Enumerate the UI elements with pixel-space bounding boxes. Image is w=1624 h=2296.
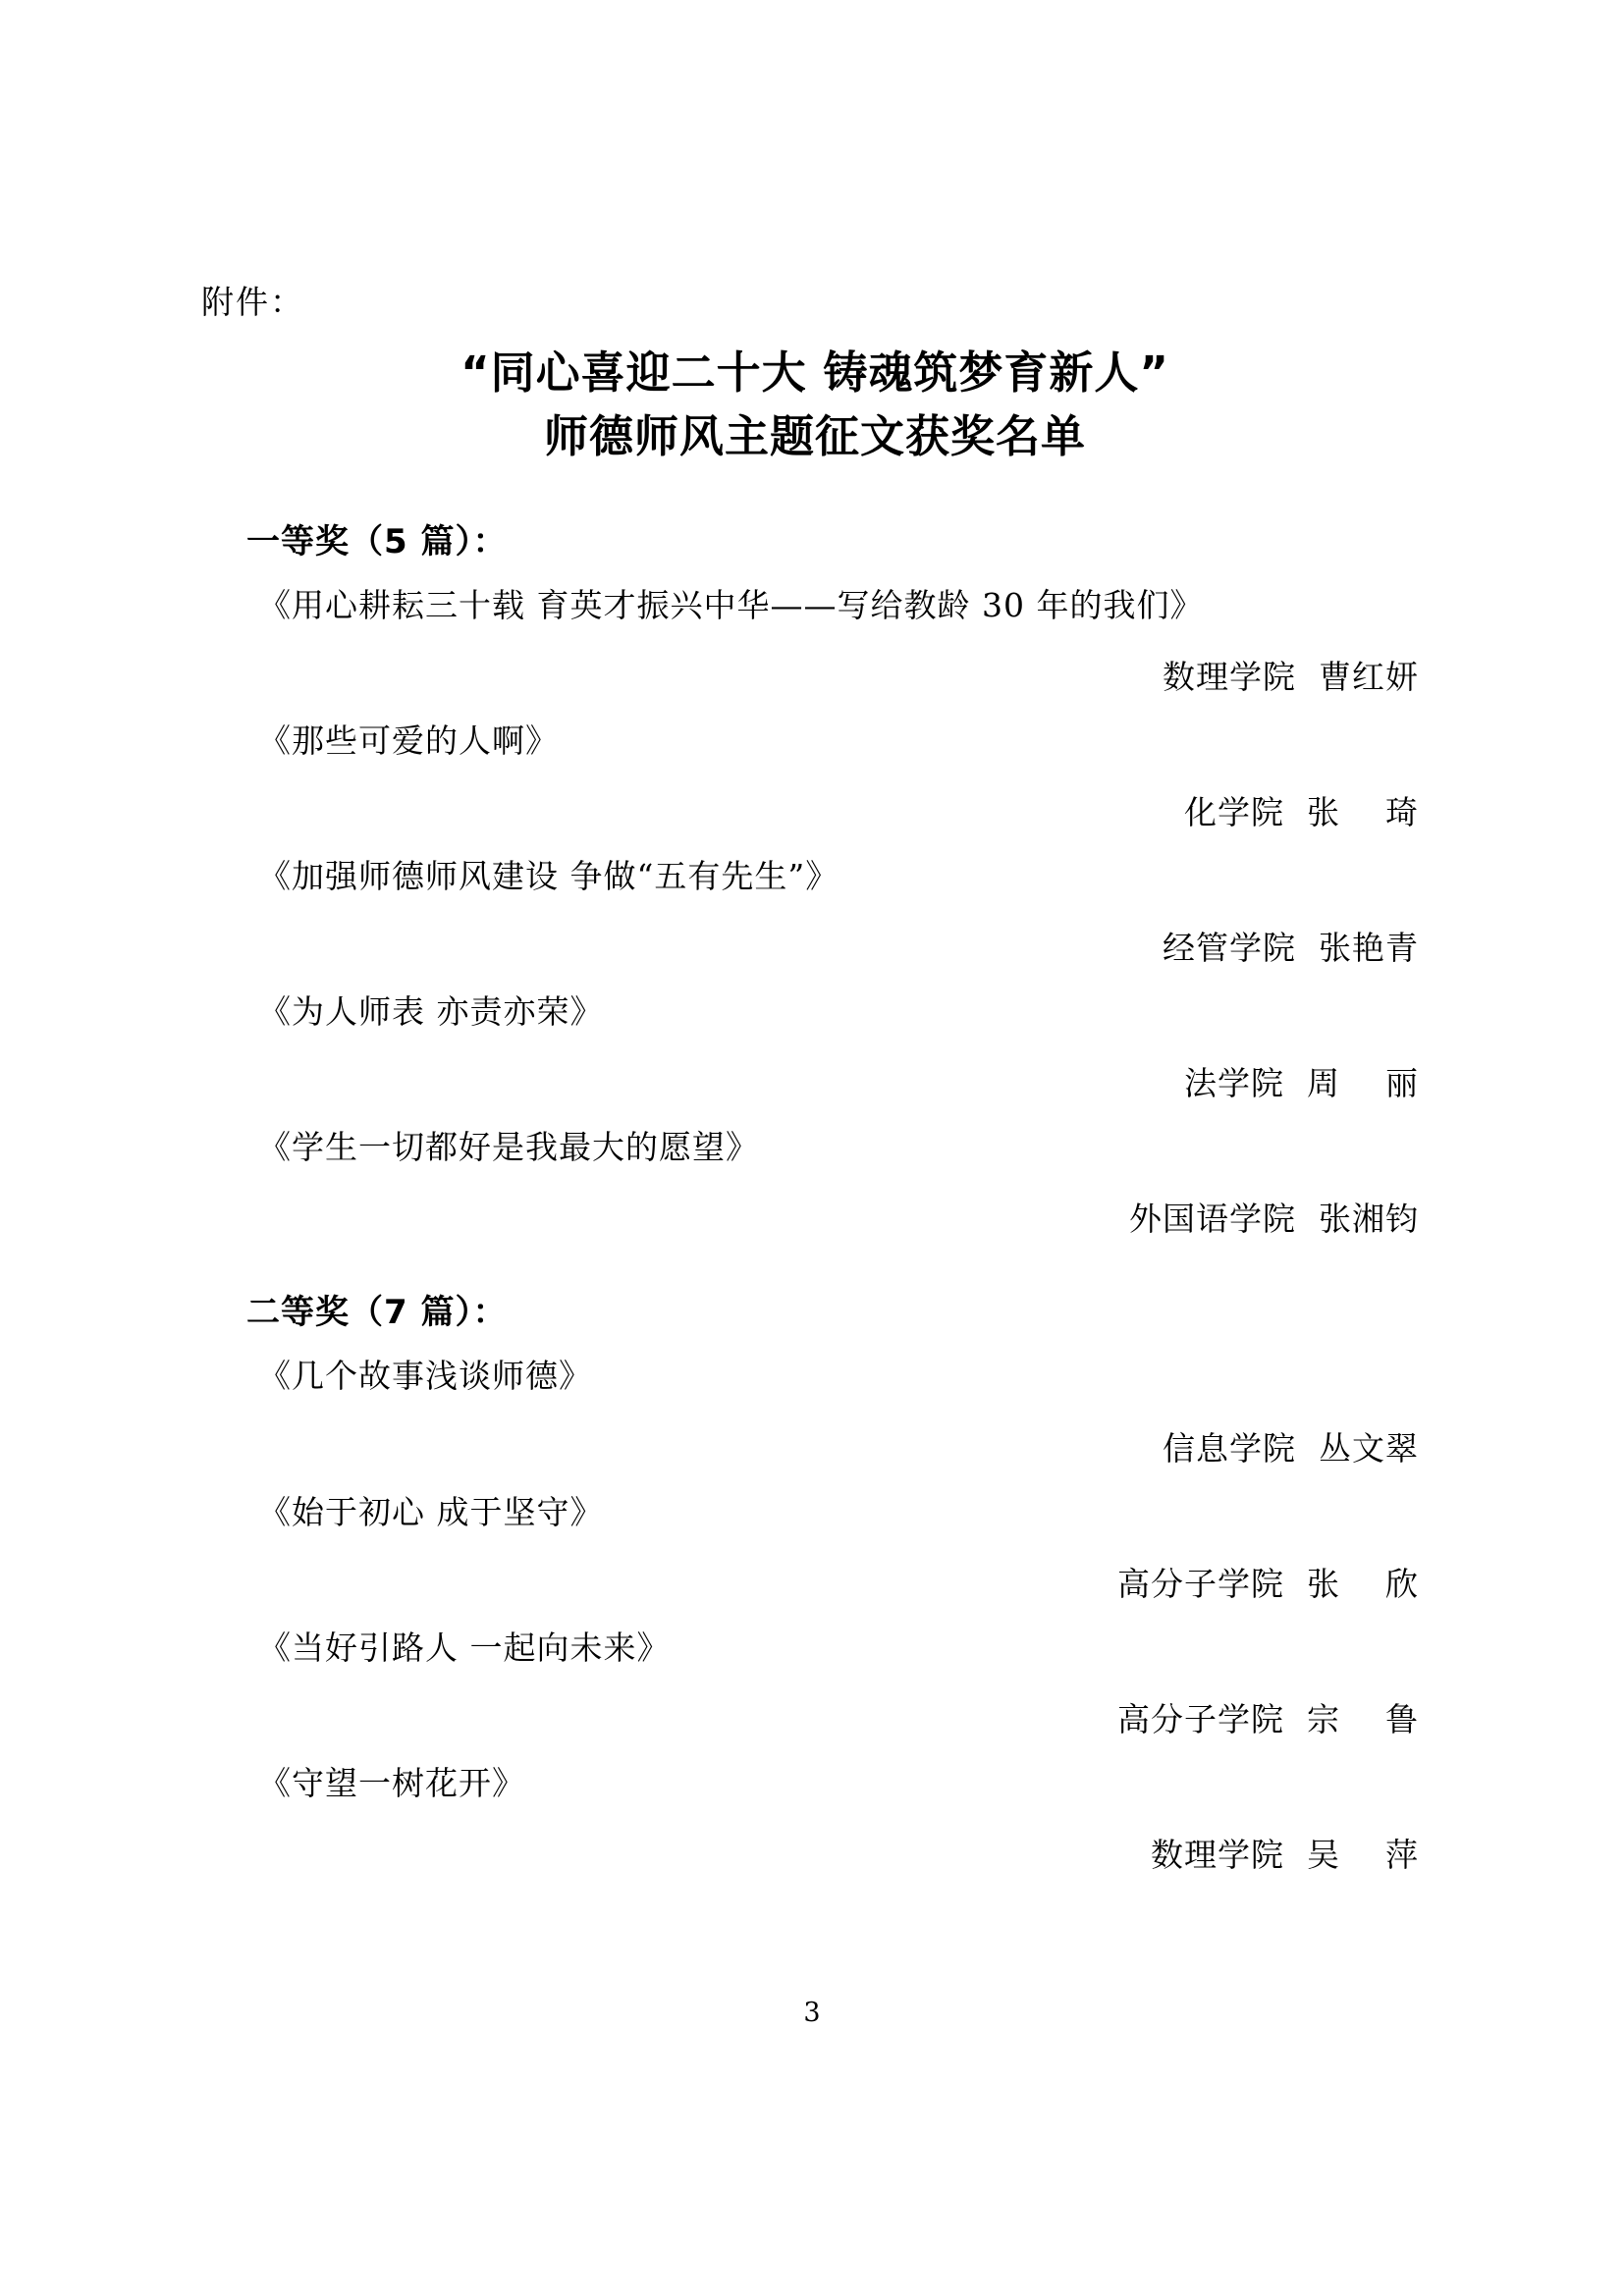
page-number: 3 [803, 1998, 821, 2028]
page-title [201, 341, 1429, 469]
award-entry [201, 1122, 1429, 1240]
award-entry-author: 外国语学院 张湘钧 [1129, 1200, 1419, 1239]
award-heading: 一等奖（5 篇）： [246, 521, 508, 561]
award-entry-author: 数理学院 吴 萍 [1151, 1835, 1419, 1874]
page-title-line-2: 师德师风主题征文获奖名单 [543, 410, 1086, 463]
award-entry [201, 716, 1429, 833]
award-entry-title: 《加强师德师风建设 争做“五有先生”》 [258, 856, 839, 895]
award-group-second-prize [201, 1285, 1429, 1876]
award-heading: 二等奖（7 篇）： [246, 1293, 508, 1333]
award-entry-author: 高分子学院 张 欣 [1117, 1564, 1419, 1603]
award-entry-author: 信息学院 丛文翠 [1163, 1428, 1419, 1468]
document-body [201, 280, 1429, 1876]
award-entry-author: 经管学院 张艳青 [1163, 929, 1419, 968]
award-entry-title: 《始于初心 成于坚守》 [258, 1492, 604, 1531]
award-entry-author: 化学院 张 琦 [1184, 792, 1419, 831]
award-entry [201, 1758, 1429, 1876]
award-entry-author: 数理学院 曹红妍 [1163, 657, 1419, 696]
award-entry [201, 580, 1429, 698]
award-group-first-prize [201, 514, 1429, 1241]
award-entry [201, 1487, 1429, 1605]
attachment-label: 附件： [201, 283, 304, 321]
award-entry [201, 851, 1429, 969]
award-entry-title: 《当好引路人 一起向未来》 [258, 1628, 671, 1667]
page-title-line-1: “同心喜迎二十大 铸魂筑梦育新人” [460, 347, 1169, 400]
award-entry [201, 1623, 1429, 1740]
award-entry-title: 《那些可爱的人啊》 [258, 721, 559, 760]
award-entry-title: 《为人师表 亦责亦荣》 [258, 992, 604, 1032]
award-entry [201, 987, 1429, 1104]
award-entry [201, 1351, 1429, 1468]
award-entry-author: 高分子学院 宗 鲁 [1117, 1699, 1419, 1738]
award-entry-title: 《用心耕耘三十载 育英才振兴中华——写给教龄 30 年的我们》 [258, 585, 1204, 624]
award-entry-title: 《学生一切都好是我最大的愿望》 [258, 1128, 759, 1167]
award-entry-title: 《几个故事浅谈师德》 [258, 1357, 592, 1396]
award-entry-author: 法学院 周 丽 [1184, 1064, 1419, 1103]
award-entry-title: 《守望一树花开》 [258, 1763, 525, 1802]
